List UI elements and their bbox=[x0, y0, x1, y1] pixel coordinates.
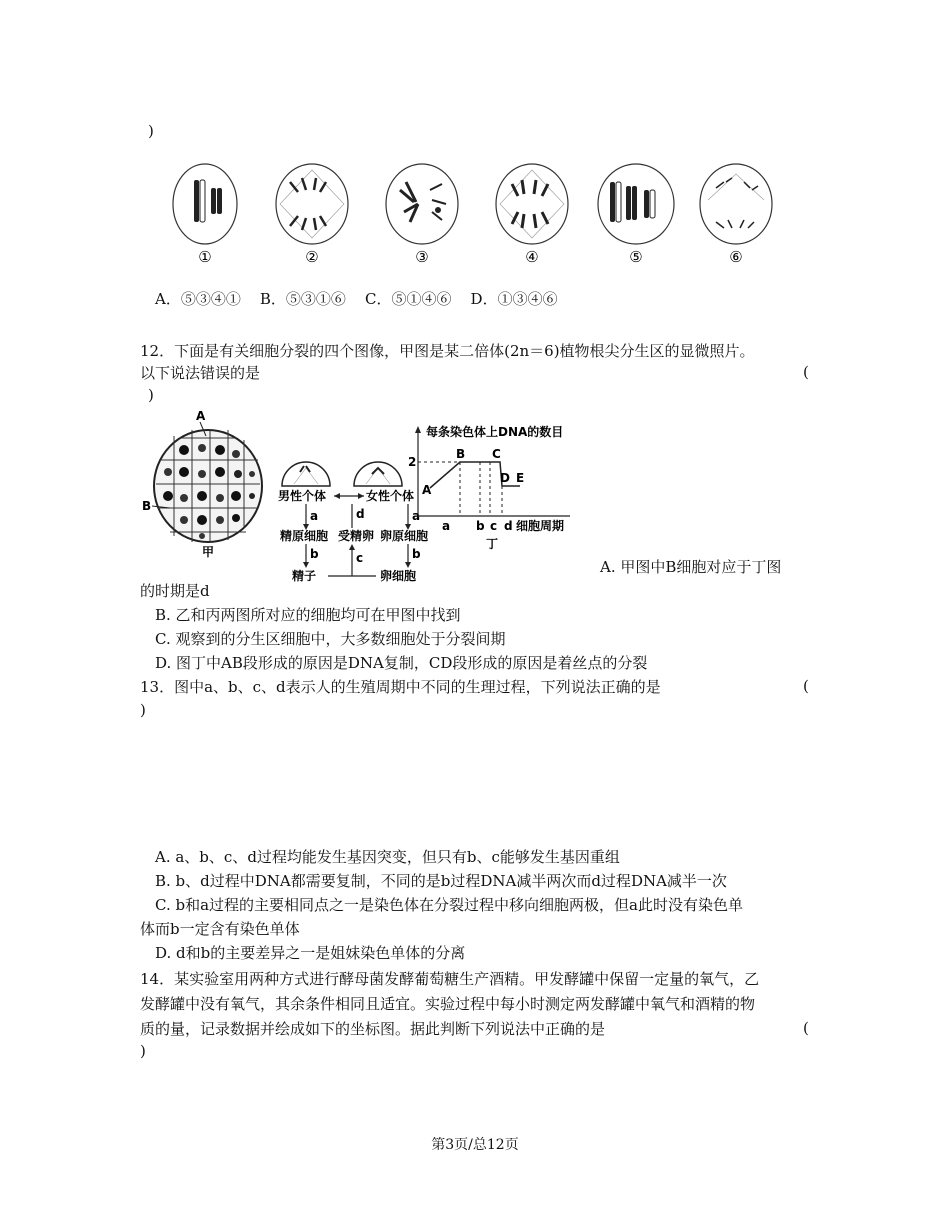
cell-1 bbox=[173, 164, 237, 244]
cell-label-4: ④ bbox=[525, 248, 539, 266]
q14-line3: 质的量，记录数据并绘成如下的坐标图。据此判断下列说法中正确的是 bbox=[140, 1020, 606, 1038]
q14-paren-open: ( bbox=[803, 1019, 809, 1037]
cell-label-5: ⑤ bbox=[629, 248, 643, 266]
cell-label-6: ⑥ bbox=[729, 248, 743, 266]
label-oogonium: 卵原细胞 bbox=[380, 529, 429, 543]
ding-xlabel: 细胞周期 bbox=[516, 519, 565, 533]
q12-paren-open: ( bbox=[803, 363, 809, 381]
ding-caption: 丁 bbox=[486, 537, 499, 551]
q14-paren-close: ) bbox=[140, 1042, 146, 1060]
ding-xtick-a: a bbox=[442, 519, 451, 533]
label-male: 男性个体 bbox=[278, 489, 327, 503]
q12-optionB: B. 乙和丙两图所对应的细胞均可在甲图中找到 bbox=[155, 606, 461, 624]
q11-closing-paren: ) bbox=[148, 122, 154, 140]
ding-point-A: A bbox=[422, 483, 432, 497]
q13-optionB: B. b、d过程中DNA都需要复制，不同的是b过程DNA减半两次而d过程DNA减半一次 bbox=[155, 872, 727, 890]
jia-label-B: B bbox=[142, 499, 152, 513]
cell-label-2: ② bbox=[305, 248, 319, 266]
ding-xtick-c: c bbox=[490, 519, 498, 533]
step-b-right: b bbox=[412, 547, 421, 561]
q12-optionD: D. 图丁中AB段形成的原因是DNA复制，CD段形成的原因是着丝点的分裂 bbox=[155, 654, 648, 672]
q13-paren-close: ) bbox=[140, 701, 146, 719]
cell-2 bbox=[276, 164, 348, 244]
q12-paren-close: ) bbox=[148, 386, 154, 404]
step-a-right: a bbox=[412, 509, 421, 523]
cell-label-1: ① bbox=[198, 248, 212, 266]
ding-point-D: D bbox=[500, 471, 510, 485]
step-c: c bbox=[356, 551, 364, 565]
cell-6 bbox=[700, 164, 772, 244]
q12-optionC: C. 观察到的分生区细胞中，大多数细胞处于分裂间期 bbox=[155, 630, 506, 648]
q12-stem-line1: 12．下面是有关细胞分裂的四个图像，甲图是某二倍体(2n＝6)植物根尖分生区的显微照片。 bbox=[140, 342, 755, 360]
ding-xtick-d: d bbox=[504, 519, 513, 533]
q12-stem-line2: 以下说法错误的是 bbox=[140, 364, 261, 382]
reproduction-cycle bbox=[278, 462, 428, 583]
q11-cell-figures bbox=[160, 160, 800, 272]
step-a-left: a bbox=[310, 509, 319, 523]
label-spermatogonium: 精原细胞 bbox=[280, 529, 329, 543]
cell-4 bbox=[496, 164, 568, 244]
q13-optionC-line1: C. b和a过程的主要相同点之一是染色体在分裂过程中移向细胞两极，但a此时没有染色单 bbox=[155, 896, 743, 914]
cell-5 bbox=[598, 164, 674, 244]
label-egg: 卵细胞 bbox=[380, 569, 417, 583]
ding-xtick-b: b bbox=[476, 519, 485, 533]
ding-ylabel: 每条染色体上DNA的数目 bbox=[426, 425, 564, 439]
micrograph-jia bbox=[142, 410, 262, 559]
cell-label-3: ③ bbox=[415, 248, 429, 266]
q13-paren-open: ( bbox=[803, 677, 809, 695]
step-d: d bbox=[356, 507, 365, 521]
ding-point-B: B bbox=[456, 447, 466, 461]
q13-optionD: D. d和b的主要差异之一是姐妹染色单体的分离 bbox=[155, 944, 466, 962]
step-b-left: b bbox=[310, 547, 319, 561]
q14-line1: 14．某实验室用两种方式进行酵母菌发酵葡萄糖生产酒精。甲发酵罐中保留一定量的氧气，乙 bbox=[140, 970, 760, 988]
jia-label-A: A bbox=[196, 410, 206, 423]
graph-ding bbox=[408, 424, 570, 551]
ding-point-C: C bbox=[492, 447, 501, 461]
q14-line2: 发酵罐中没有氧气，其余条件相同且适宜。实验过程中每小时测定两发酵罐中氧气和酒精的物 bbox=[140, 995, 756, 1013]
label-zygote: 受精卵 bbox=[338, 529, 375, 543]
label-sperm: 精子 bbox=[292, 569, 317, 583]
jia-caption: 甲 bbox=[202, 545, 215, 559]
q13-optionC-line2: 体而b一定含有染色单体 bbox=[140, 920, 300, 938]
q11-options: A．⑤③④① B．⑤③①⑥ C．⑤①④⑥ D．①③④⑥ bbox=[155, 290, 558, 308]
label-female: 女性个体 bbox=[366, 489, 415, 503]
q13-stem: 13．图中a、b、c、d表示人的生殖周期中不同的生理过程，下列说法正确的是 bbox=[140, 678, 661, 696]
q13-optionA: A. a、b、c、d过程均能发生基因突变，但只有b、c能够发生基因重组 bbox=[155, 848, 620, 866]
cell-3 bbox=[386, 164, 458, 244]
ding-ytick: 2 bbox=[408, 455, 417, 469]
ding-point-E: E bbox=[516, 471, 525, 485]
q12-optionA-part2: 的时期是d bbox=[140, 582, 210, 600]
page-footer: 第3页/总12页 bbox=[431, 1137, 519, 1153]
q12-figure bbox=[140, 410, 580, 588]
q12-optionA-part1: A. 甲图中B细胞对应于丁图 bbox=[600, 558, 782, 576]
